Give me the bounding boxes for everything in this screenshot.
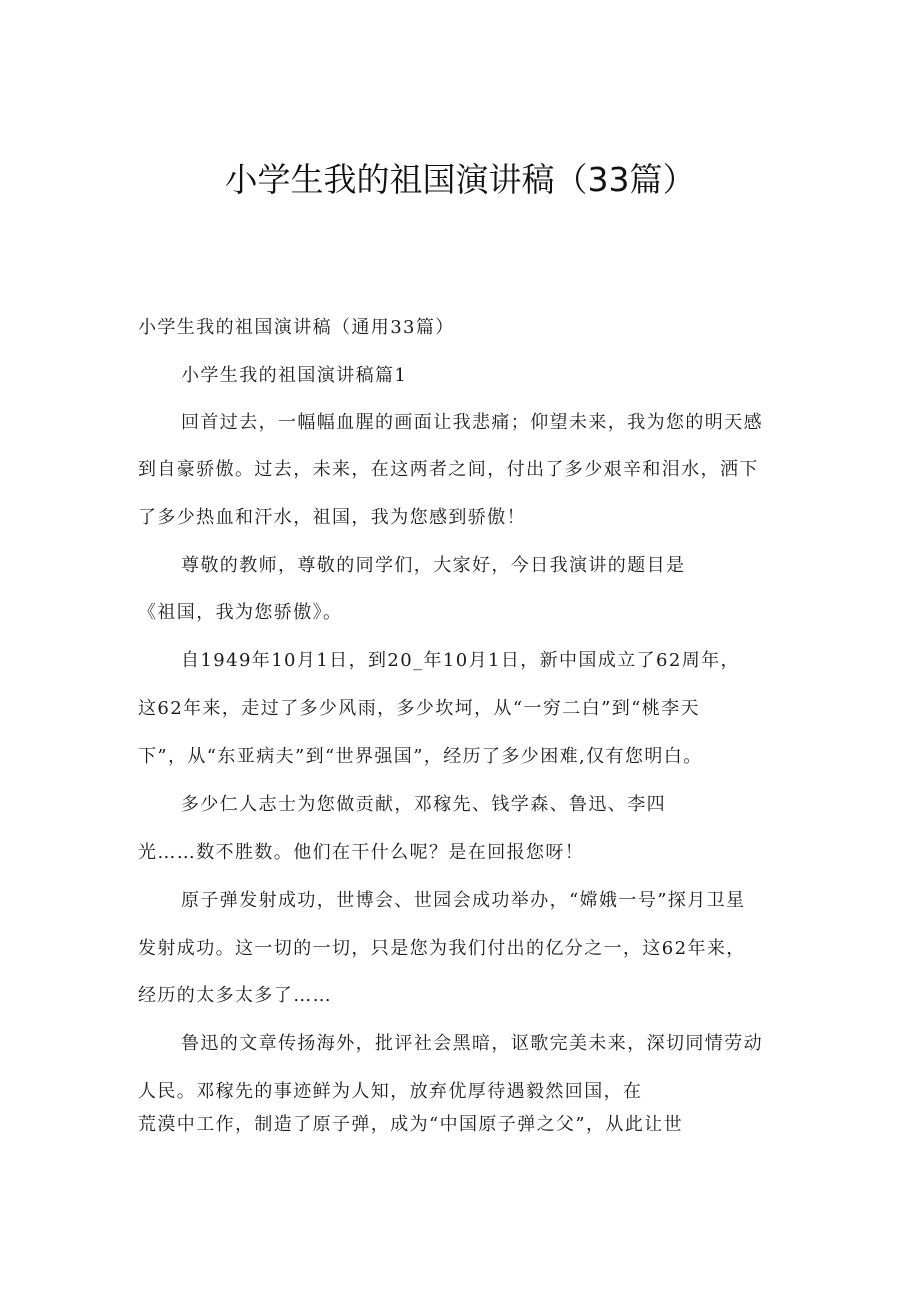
paragraph-line: 到自豪骄傲。过去，未来，在这两者之间，付出了多少艰辛和泪水，洒下 xyxy=(138,459,759,480)
paragraph-line: 经历的太多太多了…… xyxy=(138,985,332,1006)
paragraph-line: 多少仁人志士为您做贡献，邓稼先、钱学森、鲁迅、李四 xyxy=(181,794,666,815)
paragraph-line: 了多少热血和汗水，祖国，我为您感到骄傲！ xyxy=(138,507,526,528)
paragraph-line: 下”，从“东亚病夫”到“世界强国”，经历了多少困难,仅有您明白。 xyxy=(138,746,703,767)
paragraph-line: 《祖国，我为您骄傲》。 xyxy=(138,602,343,623)
paragraph-line: 荒漠中工作，制造了原子弹，成为“中国原子弹之父”，从此让世 xyxy=(138,1114,684,1135)
paragraph-line: 鲁迅的文章传扬海外，批评社会黑暗，讴歌完美未来，深切同情劳动 xyxy=(181,1033,763,1054)
paragraph-line: 尊敬的教师，尊敬的同学们，大家好，今日我演讲的题目是 xyxy=(181,555,686,576)
paragraph-line: 回首过去，一幅幅血腥的画面让我悲痛；仰望未来，我为您的明天感 xyxy=(181,412,763,433)
paragraph-line: 人民。邓稼先的事迹鲜为人知，放弃优厚待遇毅然回国，在 xyxy=(138,1081,643,1102)
page-title: 小学生我的祖国演讲稿（33篇） xyxy=(224,160,696,199)
section-heading: 小学生我的祖国演讲稿篇1 xyxy=(181,365,408,386)
document-subtitle: 小学生我的祖国演讲稿（通用33篇） xyxy=(138,317,455,338)
paragraph-line: 光……数不胜数。他们在干什么呢？是在回报您呀！ xyxy=(138,842,585,863)
paragraph-line: 这62年来，走过了多少风雨，多少坎坷，从“一穷二白”到“桃李天 xyxy=(138,698,700,719)
paragraph-line: 自1949年10月1日，到20_年10月1日，新中国成立了62周年， xyxy=(181,650,740,671)
paragraph-line: 原子弹发射成功，世博会、世园会成功举办，“嫦娥一号”探月卫星 xyxy=(181,890,746,911)
paragraph-line: 发射成功。这一切的一切，只是您为我们付出的亿分之一，这62年来， xyxy=(138,938,746,959)
